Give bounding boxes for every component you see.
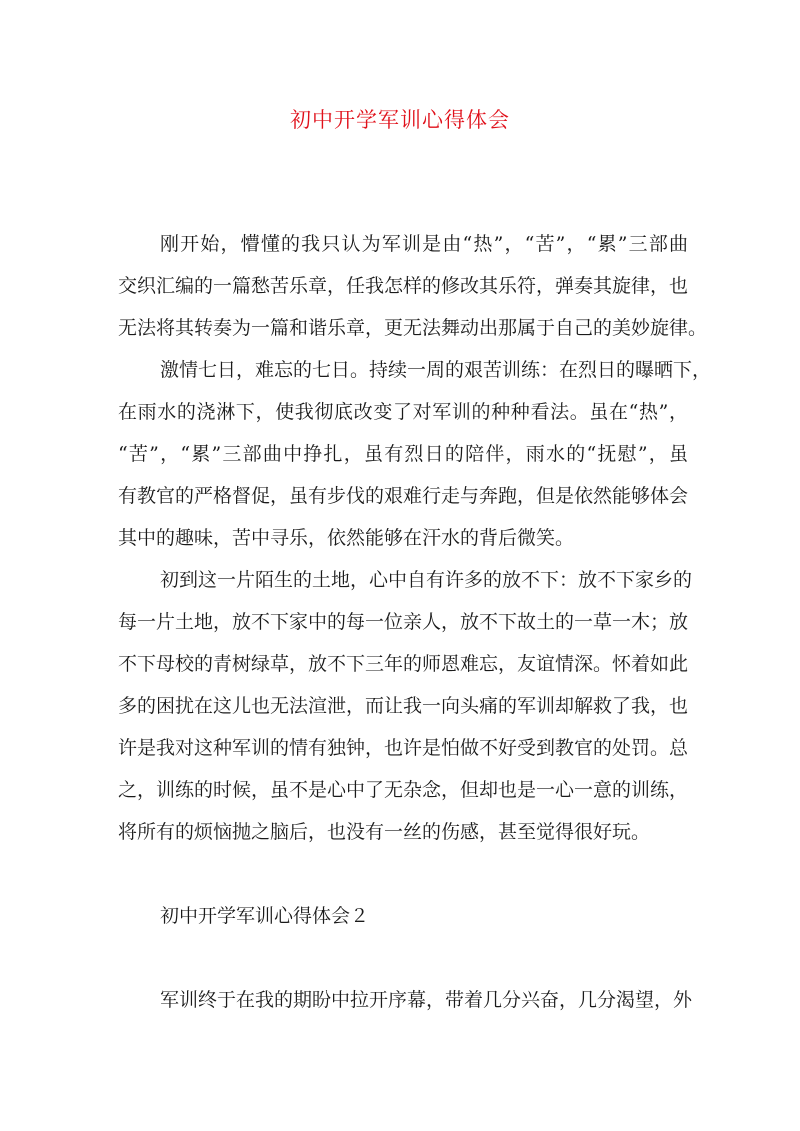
paragraph-2-line-2: 在雨水的浇淋下，使我彻底改变了对军训的种种看法。虽在“热”， xyxy=(118,401,688,423)
paragraph-3-line-3: 不下母校的青树绿草，放不下三年的师恩难忘，友谊情深。怀着如此 xyxy=(118,653,689,675)
paragraph-1-line-2: 交织汇编的一篇愁苦乐章，任我怎样的修改其乐符，弹奏其旋律，也 xyxy=(118,275,689,297)
paragraph-3-line-5: 许是我对这种军训的情有独钟，也许是怕做不好受到教官的处罚。总 xyxy=(118,737,689,759)
paragraph-3-line-2: 每一片土地，放不下家中的每一位亲人，放不下故土的一草一木；放 xyxy=(118,611,689,633)
paragraph-2-line-3: “苦”，“累”三部曲中挣扎，虽有烈日的陪伴，雨水的“抚慰”，虽 xyxy=(118,443,688,465)
paragraph-1-line-1: 刚开始，懵懂的我只认为军训是由“热”，“苦”，“累”三部曲 xyxy=(160,233,688,255)
paragraph-1-line-3: 无法将其转奏为一篇和谐乐章，更无法舞动出那属于自己的美妙旋律。 xyxy=(118,317,708,339)
section-subheading: 初中开学军训心得体会２ xyxy=(160,905,370,927)
paragraph-2-line-1: 激情七日，难忘的七日。持续一周的艰苦训练：在烈日的曝晒下， xyxy=(160,359,712,381)
paragraph-4-line-1: 军训终于在我的期盼中拉开序幕，带着几分兴奋，几分渴望，外 xyxy=(160,989,693,1011)
paragraph-3-line-4: 多的困扰在这儿也无法渲泄，而让我一向头痛的军训却解救了我，也 xyxy=(118,695,689,717)
paragraph-3-line-7: 将所有的烦恼抛之脑后，也没有一丝的伤感，甚至觉得很好玩。 xyxy=(118,821,651,843)
paragraph-3-line-1: 初到这一片陌生的土地，心中自有许多的放不下：放不下家乡的 xyxy=(160,569,693,591)
paragraph-2-line-5: 其中的趣味，苦中寻乐，依然能够在汗水的背后微笑。 xyxy=(118,527,575,549)
document-title: 初中开学军训心得体会 xyxy=(290,108,510,132)
paragraph-2-line-4: 有教官的严格督促，虽有步伐的艰难行走与奔跑，但是依然能够体会 xyxy=(118,485,689,507)
paragraph-3-line-6: 之，训练的时候，虽不是心中了无杂念，但却也是一心一意的训练， xyxy=(118,779,689,801)
